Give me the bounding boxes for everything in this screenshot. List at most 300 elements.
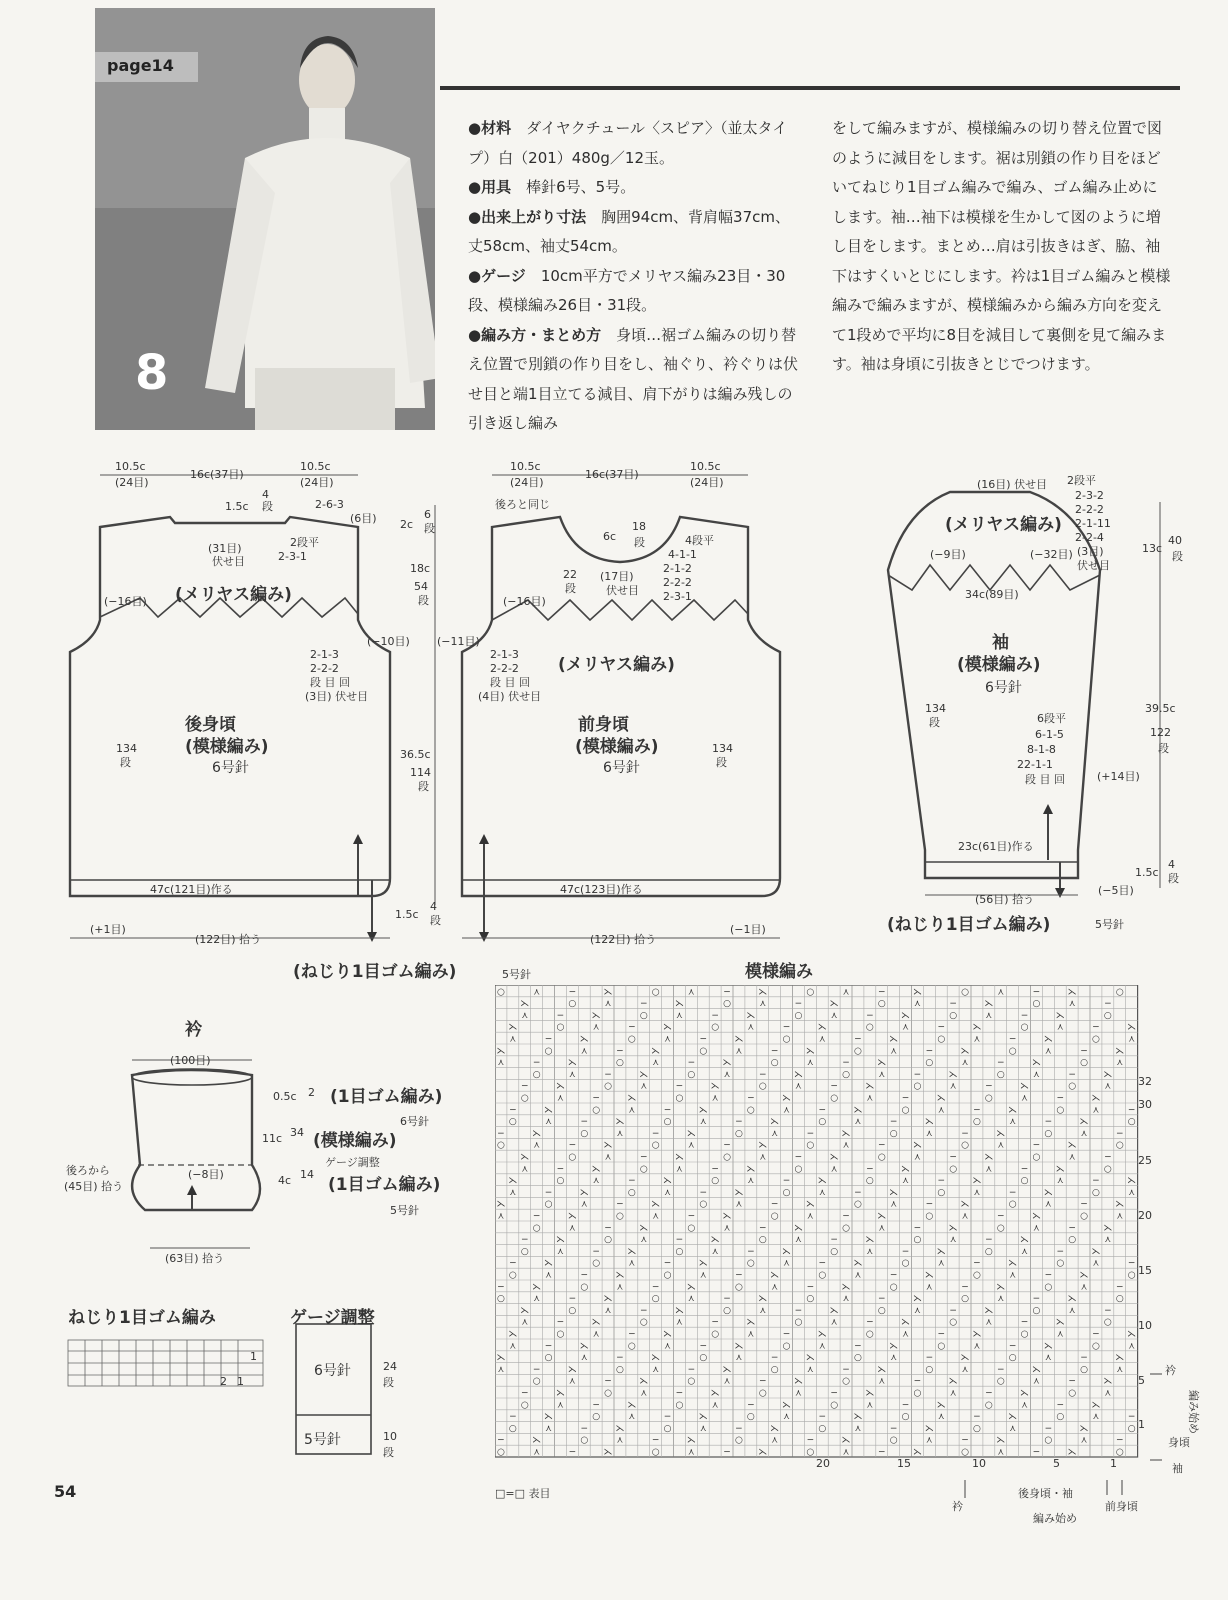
collar-row-needle: ゲージ調整 [325, 1156, 380, 1169]
col-label: 10 [972, 1457, 986, 1470]
chart-symbol: ⋏ [545, 1423, 552, 1434]
chart-symbol: − [1020, 1010, 1029, 1021]
back-stockinette: (メリヤス編み) [175, 585, 292, 605]
chart-symbol: − [628, 1329, 636, 1340]
chart-symbol: ⋋ [901, 1010, 911, 1021]
front-neck: 4-1-1 [668, 548, 697, 561]
chart-symbol: ○ [842, 1069, 850, 1080]
chart-symbol: ○ [616, 1211, 624, 1222]
chart-symbol: ○ [651, 987, 660, 998]
chart-symbol: ⋏ [509, 1034, 517, 1045]
gauge-needle6: 6号針 [314, 1363, 351, 1379]
front-neck: 2-1-2 [663, 562, 692, 575]
chart-symbol: − [735, 1117, 743, 1128]
chart-symbol: ○ [758, 1235, 767, 1246]
chart-symbol: ⋋ [722, 1058, 732, 1069]
chart-symbol: ⋋ [1020, 1235, 1030, 1246]
bottom-mark: 衿 [952, 1500, 963, 1513]
chart-symbol: ○ [544, 1199, 553, 1210]
chart-symbol: − [628, 1176, 636, 1187]
chart-symbol: ⋏ [818, 1034, 826, 1045]
chart-symbol: ○ [889, 1282, 898, 1293]
chart-symbol: ⋋ [686, 1435, 696, 1446]
front-neck: 18 [632, 520, 646, 533]
chart-symbol: ⋏ [830, 1010, 838, 1021]
sleeve-rows: 134 [925, 702, 946, 715]
back-labels [90, 460, 531, 982]
pattern-chart-title: 模様編み [745, 962, 813, 982]
chart-symbol: ○ [984, 1093, 993, 1104]
chart-symbol: ⋋ [1008, 1412, 1018, 1423]
front-neck: 6c [603, 530, 617, 543]
chart-symbol: ○ [508, 1423, 517, 1434]
chart-symbol: ⋋ [627, 1400, 637, 1411]
chart-symbol: ⋏ [533, 1294, 540, 1305]
chart-symbol: ⋏ [652, 1364, 659, 1375]
front-rows: 段 [716, 756, 727, 769]
chart-symbol: ⋋ [734, 1034, 744, 1045]
chart-symbol: − [687, 1058, 696, 1069]
front-armhole: (4目) 伏せ目 [478, 690, 542, 703]
chart-symbol: − [1044, 1117, 1053, 1128]
back-dim: 10.5c [115, 460, 146, 473]
chart-symbol: ⋋ [960, 1353, 970, 1364]
back-rdim: 18c [410, 562, 431, 575]
chart-symbol: − [1068, 1376, 1076, 1387]
chart-symbol: ⋋ [1067, 1294, 1077, 1305]
front-neck: 22 [563, 568, 577, 581]
chart-symbol: ⋏ [640, 1235, 648, 1246]
chart-symbol: − [1068, 1223, 1076, 1234]
front-dim: (24目) [510, 476, 544, 489]
chart-symbol: ⋏ [1092, 1258, 1100, 1269]
chart-symbol: ○ [627, 1341, 636, 1352]
chart-symbol: − [509, 1412, 517, 1423]
collar-back: 後ろから [66, 1164, 110, 1177]
chart-symbol: ○ [1092, 1034, 1100, 1045]
chart-symbol: ⋏ [723, 1069, 731, 1080]
chart-symbol: ○ [925, 1364, 934, 1375]
front-needle: 6号針 [603, 760, 640, 776]
chart-symbol: ⋋ [579, 1187, 589, 1198]
chart-symbol: ⋏ [973, 1341, 981, 1352]
chart-symbol: ○ [818, 1117, 827, 1128]
chart-symbol: ⋏ [1056, 1022, 1064, 1033]
chart-symbol: − [544, 1341, 553, 1352]
rib-mark: 2 [220, 1375, 227, 1388]
chart-symbol: ⋋ [1091, 1400, 1101, 1411]
chart-symbol: − [1032, 1447, 1041, 1458]
chart-symbol: ○ [901, 1105, 910, 1116]
chart-symbol: ⋋ [984, 1305, 994, 1316]
chart-symbol: ○ [1032, 1305, 1041, 1316]
front-dim: 10.5c [690, 460, 721, 473]
back-rdim: 段 [418, 780, 429, 793]
chart-symbol: ○ [604, 1235, 612, 1246]
chart-symbol: ○ [830, 1400, 839, 1411]
chart-symbol: ⋋ [1067, 987, 1077, 998]
chart-symbol: ⋋ [805, 1199, 815, 1210]
chart-symbol: − [1080, 1199, 1088, 1210]
chart-symbol: − [877, 1447, 886, 1458]
chart-symbol: ○ [699, 1199, 708, 1210]
chart-symbol: − [818, 1105, 827, 1116]
chart-symbol: ○ [1080, 1364, 1088, 1375]
chart-symbol: ○ [877, 1152, 886, 1163]
chart-symbol: ⋋ [817, 1176, 827, 1187]
chart-symbol: ⋏ [1116, 1211, 1124, 1222]
chart-symbol: − [532, 1364, 541, 1375]
chart-symbol: − [937, 1176, 946, 1187]
chart-symbol: ⋋ [924, 1423, 934, 1434]
chart-symbol: − [675, 1388, 684, 1399]
chart-symbol: ⋋ [651, 1353, 661, 1364]
chart-symbol: ○ [961, 1140, 969, 1151]
chart-symbol: ⋏ [1045, 1199, 1052, 1210]
chart-symbol: ⋏ [795, 1235, 802, 1246]
chart-symbol: ○ [1080, 1058, 1088, 1069]
chart-symbol: ○ [973, 1117, 981, 1128]
chart-symbol: ⋋ [508, 1176, 518, 1187]
chart-symbol: − [949, 1305, 957, 1316]
chart-symbol: ⋏ [569, 1223, 576, 1234]
chart-symbol: ⋋ [1055, 1164, 1065, 1175]
chart-symbol: − [1008, 1034, 1017, 1045]
chart-symbol: ⋏ [997, 1140, 1005, 1151]
chart-symbol: ⋋ [805, 1046, 815, 1057]
chart-symbol: ⋋ [1127, 1329, 1137, 1340]
chart-symbol: − [866, 1317, 874, 1328]
chart-symbol: ⋏ [842, 1447, 850, 1458]
chart-symbol: ⋋ [532, 1435, 542, 1446]
chart-symbol: − [973, 1412, 981, 1423]
chart-symbol: ⋋ [496, 1199, 506, 1210]
chart-symbol: ○ [687, 1223, 696, 1234]
chart-symbol: ⋋ [817, 1022, 827, 1033]
chart-symbol: ⋏ [985, 1317, 993, 1328]
sleeve-dec9: (−9目) [930, 548, 966, 561]
chart-symbol: − [568, 987, 577, 998]
chart-symbol: − [651, 1128, 660, 1139]
front-title: 前身頃 [578, 715, 629, 735]
sleeve-rdim: 1.5c [1135, 866, 1159, 879]
chart-symbol: ○ [520, 1093, 529, 1104]
chart-symbol: ○ [865, 1176, 874, 1187]
chart-symbol: ○ [937, 1187, 946, 1198]
chart-symbol: ⋋ [663, 1176, 673, 1187]
chart-symbol: ⋋ [615, 1270, 625, 1281]
chart-symbol: − [604, 1376, 612, 1387]
chart-symbol: ○ [782, 1341, 791, 1352]
chart-symbol: ⋏ [497, 1364, 505, 1375]
chart-symbol: ○ [1103, 1164, 1112, 1175]
chart-symbol: ⋏ [688, 1447, 695, 1458]
chart-symbol: − [758, 1223, 767, 1234]
chart-symbol: ⋏ [569, 1069, 576, 1080]
chart-symbol: ⋋ [651, 1199, 661, 1210]
chart-symbol: ○ [865, 1329, 874, 1340]
chart-symbol: ⋋ [698, 1258, 708, 1269]
sleeve-width: 34c(89目) [965, 588, 1019, 601]
chart-symbol: ⋏ [557, 1400, 564, 1411]
chart-symbol: ⋏ [973, 1034, 981, 1045]
chart-symbol: − [901, 1093, 910, 1104]
chart-symbol: ○ [639, 1010, 648, 1021]
chart-symbol: ⋏ [1128, 1187, 1135, 1198]
chart-symbol: ⋏ [1021, 1400, 1028, 1411]
chart-symbol: ⋋ [639, 1223, 649, 1234]
chart-symbol: ⋋ [555, 1235, 565, 1246]
chart-symbol: ⋏ [1009, 1117, 1016, 1128]
chart-symbol: ⋋ [758, 1140, 768, 1151]
bottom-mark: 編み始め [1033, 1512, 1077, 1525]
collar-dec8: (−8目) [188, 1168, 224, 1181]
chart-symbol: ⋏ [854, 1117, 862, 1128]
chart-symbol: − [1080, 1046, 1088, 1057]
chart-symbol: ⋋ [1043, 1034, 1053, 1045]
chart-symbol: ○ [1115, 987, 1124, 998]
chart-symbol: − [592, 1400, 600, 1411]
chart-symbol: − [1080, 1353, 1088, 1364]
chart-symbol: ○ [770, 1058, 779, 1069]
chart-symbol: ○ [842, 1376, 850, 1387]
chart-symbol: ⋏ [735, 1199, 743, 1210]
chart-symbol: ⋏ [545, 1270, 552, 1281]
chart-symbol: ⋏ [842, 1294, 850, 1305]
collar-dim: 14 [300, 1168, 314, 1181]
chart-symbol: ○ [830, 1246, 839, 1257]
front-rows: 134 [712, 742, 733, 755]
chart-symbol: ⋋ [924, 1270, 934, 1281]
chart-symbol: ⋏ [914, 1152, 921, 1163]
chart-symbol: ○ [806, 1140, 815, 1151]
chart-symbol: − [1008, 1187, 1017, 1198]
chart-symbol: ○ [794, 1317, 803, 1328]
chart-symbol: − [937, 1022, 946, 1033]
chart-symbol: ○ [532, 1069, 541, 1080]
chart-symbol: ○ [604, 1081, 612, 1092]
chart-symbol: ⋋ [639, 1069, 649, 1080]
chart-symbol: ⋏ [652, 1058, 659, 1069]
chart-symbol: ⋋ [1079, 1117, 1089, 1128]
chart-symbol: ⋋ [1031, 1211, 1041, 1222]
chart-symbol: ⋋ [912, 1447, 922, 1458]
sleeve-pickup: (56目) 拾う [975, 893, 1035, 906]
row-label: 10 [1138, 1319, 1152, 1332]
collar-dim: 11c [262, 1132, 283, 1145]
chart-symbol: ⋋ [1067, 1447, 1077, 1458]
chart-symbol: ⋋ [1043, 1341, 1053, 1352]
chart-symbol: ○ [1032, 999, 1041, 1010]
chart-symbol: ⋏ [1092, 1412, 1100, 1423]
bottom-mark: 前身頃 [1105, 1500, 1138, 1513]
chart-symbol: ⋋ [829, 1152, 839, 1163]
chart-symbol: ⋋ [496, 1046, 506, 1057]
chart-symbol: ○ [996, 1069, 1005, 1080]
sleeve-rdim: 段 [1172, 550, 1183, 563]
chart-symbol: ⋋ [924, 1117, 934, 1128]
chart-symbol: ⋏ [664, 1341, 671, 1352]
chart-symbol: ○ [949, 1010, 958, 1021]
chart-symbol: ○ [889, 1435, 898, 1446]
chart-symbol: ⋏ [688, 987, 695, 998]
chart-symbol: ⋏ [557, 1093, 564, 1104]
chart-symbol: ⋏ [1033, 1069, 1040, 1080]
chart-symbol: ○ [842, 1223, 850, 1234]
chart-symbol: ⋏ [949, 1081, 957, 1092]
chart-symbol: ⋋ [734, 1187, 744, 1198]
chart-symbol: ⋋ [793, 1069, 803, 1080]
front-dec16: (−16目) [503, 595, 546, 608]
chart-symbol: ⋏ [890, 1046, 897, 1057]
chart-symbol: ○ [1044, 1435, 1053, 1446]
body-rib-label: (ねじり1目ゴム編み) [293, 962, 457, 982]
chart-symbol: ⋋ [805, 1353, 815, 1364]
back-armhole: 2-2-2 [310, 662, 339, 675]
sleeve-cap: 2-1-11 [1075, 517, 1111, 530]
chart-symbol: ⋋ [936, 1093, 946, 1104]
chart-symbol: ⋋ [674, 999, 684, 1010]
chart-symbol: ○ [949, 1317, 958, 1328]
chart-symbol: ○ [580, 1435, 589, 1446]
chart-symbol: ⋋ [889, 1341, 899, 1352]
chart-symbol: ⋏ [783, 1258, 790, 1269]
collar-row-needle: 6号針 [400, 1115, 429, 1128]
sleeve-rdim: 39.5c [1145, 702, 1176, 715]
chart-symbol: ⋏ [1021, 1246, 1028, 1257]
back-armhole: 2-1-3 [310, 648, 339, 661]
chart-symbol: ○ [532, 1223, 541, 1234]
chart-symbol: ⋏ [1033, 1223, 1040, 1234]
chart-symbol: ⋋ [782, 1093, 792, 1104]
chart-symbol: ⋋ [615, 1423, 625, 1434]
chart-symbol: ⋋ [948, 1376, 958, 1387]
chart-symbol: ○ [1080, 1211, 1088, 1222]
chart-symbol: − [723, 1294, 731, 1305]
chart-symbol: − [580, 1423, 589, 1434]
front-neck: 2-3-1 [663, 590, 692, 603]
chart-symbol: ○ [651, 1294, 660, 1305]
chart-symbol: − [687, 1364, 696, 1375]
chart-symbol: ○ [913, 1235, 922, 1246]
chart-symbol: ○ [996, 1223, 1005, 1234]
chart-symbol: − [1104, 1305, 1112, 1316]
chart-symbol: ⋋ [912, 987, 922, 998]
chart-symbol: ⋋ [853, 1412, 863, 1423]
chart-symbol: ○ [520, 1246, 529, 1257]
body-rib-needle: 5号針 [502, 968, 531, 981]
chart-symbol: ○ [568, 1152, 577, 1163]
sleeve-cap-line [888, 565, 1100, 590]
chart-symbol: ○ [818, 1270, 827, 1281]
chart-symbol: ⋋ [686, 1282, 696, 1293]
chart-symbol: − [723, 987, 731, 998]
chart-symbol: ⋏ [759, 1152, 767, 1163]
chart-symbol: ⋏ [818, 1341, 826, 1352]
chart-symbol: − [1092, 1022, 1100, 1033]
chart-symbol: ⋋ [520, 999, 530, 1010]
chart-symbol: ⋏ [878, 1223, 886, 1234]
chart-symbol: ○ [1020, 1176, 1029, 1187]
chart-symbol: − [877, 1140, 886, 1151]
chart-symbol: − [711, 1317, 719, 1328]
chart-symbol: − [996, 1058, 1005, 1069]
chart-symbol: ⋋ [853, 1258, 863, 1269]
chart-symbol: ⋋ [1008, 1105, 1018, 1116]
rib-mark: 1 [237, 1375, 244, 1388]
chart-symbol: ⋋ [936, 1400, 946, 1411]
chart-symbol: ○ [497, 1447, 505, 1458]
chart-symbol: − [735, 1423, 743, 1434]
front-neck: 2-2-2 [663, 576, 692, 589]
back-cast-on: 47c(121目)作る [150, 883, 233, 896]
rib-chart-group [68, 1307, 397, 1459]
row-label: 15 [1138, 1264, 1152, 1277]
chart-symbol: − [794, 999, 803, 1010]
chart-symbol: − [854, 1187, 862, 1198]
chart-symbol: ○ [794, 1010, 803, 1021]
chart-symbol: ⋋ [841, 1435, 851, 1446]
gauge-unit: 段 [383, 1446, 394, 1459]
chart-symbol: ⋋ [901, 1164, 911, 1175]
chart-symbol: − [520, 1388, 529, 1399]
chart-symbol: ○ [651, 1140, 660, 1151]
chart-symbol: ○ [1092, 1341, 1100, 1352]
chart-symbol: ⋏ [723, 1223, 731, 1234]
chart-symbol: ⋏ [985, 1010, 993, 1021]
chart-symbol: ⋏ [807, 1211, 814, 1222]
col-label: 5 [1053, 1457, 1060, 1470]
chart-symbol: − [711, 1164, 719, 1175]
back-rdim: 2c [400, 518, 414, 531]
chart-symbol: ⋋ [603, 1140, 613, 1151]
chart-symbol: ○ [735, 1128, 743, 1139]
chart-symbol: ○ [604, 1388, 612, 1399]
back-shoulder: 2段平 [290, 536, 319, 549]
front-dec11: (−11目) [437, 635, 480, 648]
chart-symbol: ○ [782, 1187, 791, 1198]
chart-symbol: ⋏ [866, 1400, 874, 1411]
chart-symbol: ○ [1056, 1412, 1065, 1423]
collar-dim: 4c [278, 1174, 292, 1187]
chart-symbol: − [1115, 1282, 1124, 1293]
chart-symbol: ⋏ [1104, 1388, 1112, 1399]
chart-symbol: ⋏ [604, 999, 612, 1010]
back-pickup: (122目) 拾う [195, 933, 262, 946]
chart-symbol: − [556, 1164, 565, 1175]
sleeve-cap: 2段平 [1067, 474, 1096, 487]
chart-symbol: ⋏ [878, 1069, 886, 1080]
chart-symbol: ⋏ [795, 1388, 802, 1399]
chart-symbol: ⋋ [770, 1423, 780, 1434]
chart-symbol: ○ [746, 1105, 755, 1116]
chart-symbol: ⋋ [555, 1388, 565, 1399]
sleeve-inc: 8-1-8 [1027, 743, 1056, 756]
sleeve-rdim: 段 [1158, 742, 1169, 755]
page-tag: page14 [95, 52, 198, 82]
chart-symbol: − [913, 1376, 922, 1387]
chart-symbol: − [854, 1034, 862, 1045]
front-minus1: (−1目) [730, 923, 766, 936]
chart-symbol: ⋋ [841, 1128, 851, 1139]
chart-symbol: ○ [949, 1164, 958, 1175]
chart-symbol: ⋏ [699, 1270, 707, 1281]
sleeve-title: 袖 [992, 633, 1009, 653]
chart-symbol: − [556, 1010, 565, 1021]
chart-symbol: ⋋ [508, 1329, 518, 1340]
chart-symbol: ⋋ [520, 1305, 530, 1316]
chart-symbol: ⋏ [842, 1140, 850, 1151]
